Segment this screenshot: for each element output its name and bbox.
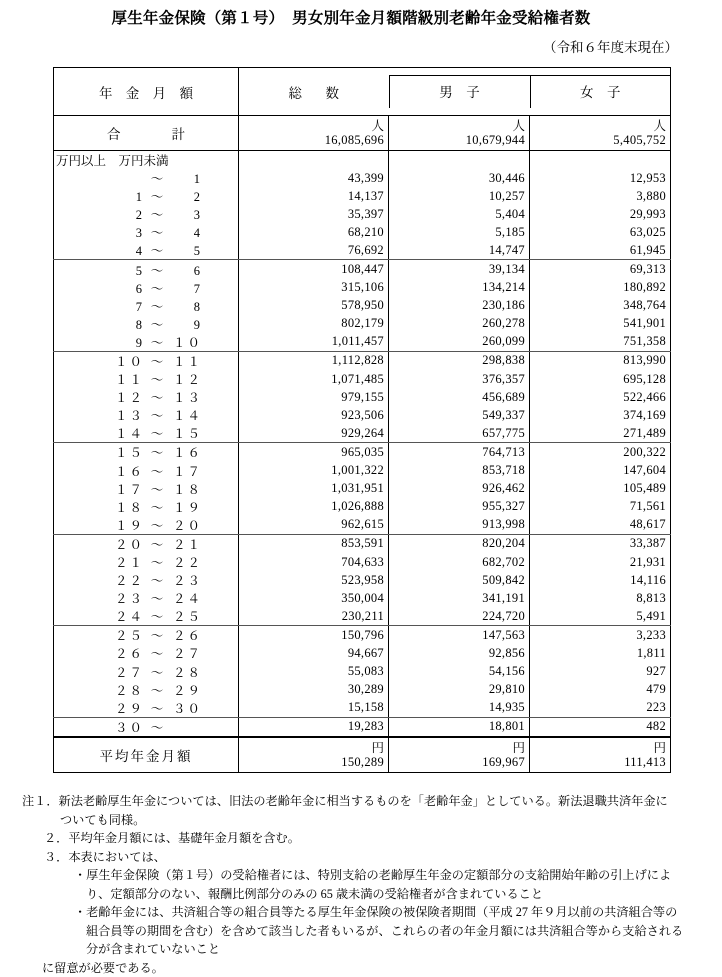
range-upper: 9 [170, 318, 202, 333]
range-upper: １０ [170, 333, 202, 351]
table-row [54, 681, 671, 699]
row-female-value: 223 [530, 699, 671, 718]
row-female-value: 1,811 [530, 644, 671, 662]
range-upper: ２９ [170, 681, 202, 699]
table-row [54, 553, 671, 571]
table-row [54, 607, 671, 626]
range-upper: １４ [170, 406, 202, 424]
range-tilde: 〜 [144, 187, 170, 205]
row-total-value: 35,397 [239, 205, 389, 223]
row-male-value: 260,099 [389, 333, 530, 352]
row-range-cell [54, 553, 239, 571]
row-total-value: 704,633 [239, 553, 389, 571]
table-row [54, 589, 671, 607]
range-lower: １６ [114, 462, 144, 480]
range-tilde: 〜 [144, 297, 170, 315]
row-range-cell [54, 644, 239, 662]
row-range-cell [54, 315, 239, 333]
row-range-cell [54, 516, 239, 535]
footnote-line: ・老齢年金には、共済組合等の組合員等たる厚生年金保険の被保険者期間（平成 27 年９月以前の共済組合等の [22, 903, 708, 922]
footnote-line: り、定額部分のない、報酬比例部分のみの 65 歳未満の受給権者が含まれていること [22, 885, 708, 904]
range-upper: 7 [170, 282, 202, 297]
row-range-cell [54, 406, 239, 424]
range-upper: 2 [170, 190, 202, 205]
range-tilde: 〜 [144, 241, 170, 259]
range-lower: ２３ [114, 589, 144, 607]
row-female-value: 180,892 [530, 279, 671, 297]
row-male-value: 39,134 [389, 260, 530, 279]
row-male-value: 230,186 [389, 297, 530, 315]
range-upper: 5 [170, 244, 202, 259]
average-row-total-cell [239, 737, 389, 773]
unit-label-male: 人 [389, 119, 525, 133]
table-row [54, 516, 671, 535]
row-total-value: 1,071,485 [239, 370, 389, 388]
row-range-cell [54, 169, 239, 187]
range-upper: ２７ [170, 644, 202, 662]
row-range-cell [54, 571, 239, 589]
range-lower: １８ [114, 498, 144, 516]
range-lower: 9 [114, 336, 144, 351]
footnote-line: ２．平均年金月額には、基礎年金月額を含む。 [22, 829, 708, 848]
range-lower: 5 [114, 264, 144, 279]
range-upper: ２２ [170, 553, 202, 571]
row-female-value: 200,322 [530, 443, 671, 462]
range-lower: 8 [114, 318, 144, 333]
row-total-value: 962,615 [239, 516, 389, 535]
average-row-female-cell [530, 737, 671, 773]
range-subheader-label: 万円以上 万円未満 [54, 151, 239, 170]
row-female-value: 541,901 [530, 315, 671, 333]
row-female-value: 105,489 [530, 480, 671, 498]
table-row [54, 241, 671, 260]
range-upper: ２８ [170, 663, 202, 681]
table-row [54, 498, 671, 516]
total-row-female-value: 5,405,752 [530, 133, 666, 147]
range-upper: １９ [170, 498, 202, 516]
table-row [54, 699, 671, 718]
range-lower: １２ [114, 388, 144, 406]
range-lower: ２７ [114, 663, 144, 681]
row-range-cell [54, 388, 239, 406]
footnote-line: ・厚生年金保険（第１号）の受給権者には、特別支給の老齢厚生年金の定額部分の支給開始年齢の引上げによ [22, 866, 708, 885]
table-row [54, 223, 671, 241]
row-total-value: 15,158 [239, 699, 389, 718]
row-female-value: 29,993 [530, 205, 671, 223]
total-row-male-value: 10,679,944 [389, 133, 525, 147]
range-tilde: 〜 [144, 626, 170, 644]
header-cell-female [530, 68, 671, 116]
row-female-value: 751,358 [530, 333, 671, 352]
range-tilde: 〜 [144, 681, 170, 699]
range-subheader-blank-total [239, 151, 389, 170]
row-female-value: 147,604 [530, 462, 671, 480]
row-male-value: 853,718 [389, 462, 530, 480]
average-row-label: 平均年金月額 [100, 749, 193, 764]
header-cell-total [239, 68, 389, 116]
row-female-value: 71,561 [530, 498, 671, 516]
row-male-value: 913,998 [389, 516, 530, 535]
row-male-value: 376,357 [389, 370, 530, 388]
row-female-value: 33,387 [530, 534, 671, 553]
row-female-value: 69,313 [530, 260, 671, 279]
range-lower: ２０ [114, 535, 144, 553]
row-male-value: 5,185 [389, 223, 530, 241]
footnote-line: 分が含まれていないこと [22, 940, 708, 959]
total-row-label: 合 計 [99, 127, 193, 142]
row-male-value: 54,156 [389, 663, 530, 681]
row-range-cell [54, 279, 239, 297]
row-male-value: 134,214 [389, 279, 530, 297]
row-total-value: 14,137 [239, 187, 389, 205]
range-upper: ２５ [170, 607, 202, 625]
row-total-value: 55,083 [239, 663, 389, 681]
header-label-female: 女 子 [530, 75, 671, 108]
range-tilde: 〜 [144, 279, 170, 297]
header-label-male: 男 子 [389, 75, 530, 108]
average-row-label-cell [54, 737, 239, 773]
range-tilde: 〜 [144, 370, 170, 388]
range-upper: 3 [170, 208, 202, 223]
range-upper: ２０ [170, 516, 202, 534]
range-tilde: 〜 [144, 589, 170, 607]
row-range-cell [54, 333, 239, 352]
range-lower: ３０ [114, 718, 144, 736]
range-upper: 8 [170, 300, 202, 315]
table-row [54, 370, 671, 388]
row-total-value: 979,155 [239, 388, 389, 406]
row-total-value: 68,210 [239, 223, 389, 241]
row-range-cell [54, 717, 239, 737]
row-male-value: 10,257 [389, 187, 530, 205]
row-male-value: 341,191 [389, 589, 530, 607]
row-total-value: 30,289 [239, 681, 389, 699]
range-tilde: 〜 [144, 169, 170, 187]
row-total-value: 929,264 [239, 424, 389, 443]
range-lower: ２１ [114, 553, 144, 571]
range-tilde: 〜 [144, 352, 170, 370]
average-row [54, 737, 671, 773]
row-total-value: 1,001,322 [239, 462, 389, 480]
range-lower: １３ [114, 406, 144, 424]
range-upper: ２１ [170, 535, 202, 553]
range-tilde: 〜 [144, 223, 170, 241]
footnote-line: 注１．新法老齢厚生年金については、旧法の老齢年金に相当するものを「老齢年金」としている。新法退職共済年金に [22, 792, 708, 811]
row-total-value: 76,692 [239, 241, 389, 260]
table-row [54, 297, 671, 315]
table-row [54, 663, 671, 681]
range-tilde: 〜 [144, 718, 170, 736]
footnote-line: 組合員等の期間を含む）を含めて該当した者もいるが、これらの者の年金月額には共済組合等から支給される [22, 922, 708, 941]
row-total-value: 230,211 [239, 607, 389, 626]
range-tilde: 〜 [144, 333, 170, 351]
range-lower: 7 [114, 300, 144, 315]
pension-table-container [53, 67, 670, 773]
row-range-cell [54, 205, 239, 223]
row-range-cell [54, 297, 239, 315]
table-row [54, 462, 671, 480]
row-range-cell [54, 223, 239, 241]
row-total-value: 1,112,828 [239, 351, 389, 370]
range-subheader-blank-female [530, 151, 671, 170]
range-upper: １７ [170, 462, 202, 480]
row-male-value: 764,713 [389, 443, 530, 462]
row-female-value: 3,233 [530, 626, 671, 645]
row-male-value: 682,702 [389, 553, 530, 571]
pension-table [53, 67, 671, 773]
range-tilde: 〜 [144, 644, 170, 662]
average-row-total-value: 150,289 [239, 755, 384, 769]
range-lower: １０ [114, 352, 144, 370]
range-lower: ２６ [114, 644, 144, 662]
row-female-value: 61,945 [530, 241, 671, 260]
average-row-male-value: 169,967 [389, 755, 525, 769]
range-tilde: 〜 [144, 443, 170, 461]
range-tilde: 〜 [144, 480, 170, 498]
row-female-value: 927 [530, 663, 671, 681]
row-range-cell [54, 187, 239, 205]
range-lower: ２８ [114, 681, 144, 699]
table-row [54, 626, 671, 645]
range-upper: １３ [170, 388, 202, 406]
header-label-range: 年 金 月 額 [94, 82, 198, 102]
row-female-value: 522,466 [530, 388, 671, 406]
range-tilde: 〜 [144, 261, 170, 279]
row-total-value: 578,950 [239, 297, 389, 315]
row-male-value: 820,204 [389, 534, 530, 553]
table-row [54, 315, 671, 333]
range-lower: 3 [114, 226, 144, 241]
row-range-cell [54, 699, 239, 718]
row-range-cell [54, 626, 239, 645]
page-subtitle: （令和６年度末現在） [0, 39, 722, 57]
table-row [54, 571, 671, 589]
row-female-value: 271,489 [530, 424, 671, 443]
row-female-value: 63,025 [530, 223, 671, 241]
footnote-line: ついても同様。 [22, 811, 708, 830]
table-row [54, 424, 671, 443]
footnotes [22, 792, 708, 977]
row-female-value: 14,116 [530, 571, 671, 589]
table-row [54, 205, 671, 223]
row-total-value: 523,958 [239, 571, 389, 589]
total-row-male-cell [389, 116, 530, 151]
range-lower: １４ [114, 424, 144, 442]
range-lower: １１ [114, 370, 144, 388]
row-female-value: 12,953 [530, 169, 671, 187]
row-female-value: 3,880 [530, 187, 671, 205]
range-tilde: 〜 [144, 516, 170, 534]
page-title: 厚生年金保険（第１号） 男女別年金月額階級別老齢年金受給権者数 [0, 9, 722, 29]
table-row [54, 534, 671, 553]
range-tilde: 〜 [144, 406, 170, 424]
row-range-cell [54, 351, 239, 370]
range-lower: ２５ [114, 626, 144, 644]
table-row [54, 333, 671, 352]
avg-unit-male: 円 [389, 741, 525, 755]
row-total-value: 315,106 [239, 279, 389, 297]
row-male-value: 30,446 [389, 169, 530, 187]
row-total-value: 150,796 [239, 626, 389, 645]
row-male-value: 92,856 [389, 644, 530, 662]
range-upper: ２３ [170, 571, 202, 589]
range-upper: １５ [170, 424, 202, 442]
header-label-total: 総 数 [284, 82, 345, 102]
row-female-value: 21,931 [530, 553, 671, 571]
total-row [54, 116, 671, 151]
table-row [54, 187, 671, 205]
range-lower: 6 [114, 282, 144, 297]
range-lower: ２４ [114, 607, 144, 625]
row-range-cell [54, 370, 239, 388]
range-upper: ２４ [170, 589, 202, 607]
row-male-value: 456,689 [389, 388, 530, 406]
average-row-female-value: 111,413 [530, 755, 666, 769]
range-upper: １２ [170, 370, 202, 388]
range-tilde: 〜 [144, 571, 170, 589]
range-lower: １５ [114, 443, 144, 461]
row-range-cell [54, 607, 239, 626]
table-row [54, 260, 671, 279]
row-total-value: 965,035 [239, 443, 389, 462]
row-male-value: 926,462 [389, 480, 530, 498]
row-male-value: 549,337 [389, 406, 530, 424]
header-cell-male [389, 68, 530, 116]
total-row-total-value: 16,085,696 [239, 133, 384, 147]
table-row [54, 644, 671, 662]
row-female-value: 48,617 [530, 516, 671, 535]
row-range-cell [54, 260, 239, 279]
range-upper: 4 [170, 226, 202, 241]
row-range-cell [54, 681, 239, 699]
table-row [54, 443, 671, 462]
row-female-value: 374,169 [530, 406, 671, 424]
range-subheader-blank-male [389, 151, 530, 170]
row-male-value: 5,404 [389, 205, 530, 223]
range-upper: ３０ [170, 699, 202, 717]
range-lower: １９ [114, 516, 144, 534]
row-male-value: 14,747 [389, 241, 530, 260]
table-header-row [54, 68, 671, 116]
row-range-cell [54, 424, 239, 443]
range-upper: 1 [170, 172, 202, 187]
row-total-value: 43,399 [239, 169, 389, 187]
range-tilde: 〜 [144, 424, 170, 442]
table-row [54, 388, 671, 406]
range-tilde: 〜 [144, 535, 170, 553]
header-cell-range [54, 68, 239, 116]
footnote-line: に留意が必要である。 [22, 959, 708, 977]
avg-unit-female: 円 [530, 741, 666, 755]
range-lower: ２２ [114, 571, 144, 589]
row-total-value: 1,011,457 [239, 333, 389, 352]
row-male-value: 29,810 [389, 681, 530, 699]
range-tilde: 〜 [144, 553, 170, 571]
row-total-value: 19,283 [239, 717, 389, 737]
table-row [54, 351, 671, 370]
range-upper: ２６ [170, 626, 202, 644]
total-row-female-cell [530, 116, 671, 151]
row-range-cell [54, 534, 239, 553]
row-female-value: 8,813 [530, 589, 671, 607]
range-tilde: 〜 [144, 607, 170, 625]
table-row [54, 717, 671, 737]
row-total-value: 108,447 [239, 260, 389, 279]
row-female-value: 348,764 [530, 297, 671, 315]
row-male-value: 509,842 [389, 571, 530, 589]
row-male-value: 18,801 [389, 717, 530, 737]
unit-label-female: 人 [530, 119, 666, 133]
row-total-value: 1,031,951 [239, 480, 389, 498]
range-upper: １１ [170, 352, 202, 370]
average-row-male-cell [389, 737, 530, 773]
row-male-value: 14,935 [389, 699, 530, 718]
row-total-value: 1,026,888 [239, 498, 389, 516]
row-female-value: 813,990 [530, 351, 671, 370]
row-total-value: 802,179 [239, 315, 389, 333]
range-tilde: 〜 [144, 699, 170, 717]
range-tilde: 〜 [144, 462, 170, 480]
row-range-cell [54, 443, 239, 462]
row-total-value: 94,667 [239, 644, 389, 662]
row-range-cell [54, 498, 239, 516]
row-total-value: 350,004 [239, 589, 389, 607]
row-male-value: 224,720 [389, 607, 530, 626]
range-tilde: 〜 [144, 388, 170, 406]
row-total-value: 923,506 [239, 406, 389, 424]
table-row [54, 279, 671, 297]
row-range-cell [54, 589, 239, 607]
row-male-value: 147,563 [389, 626, 530, 645]
row-male-value: 298,838 [389, 351, 530, 370]
range-lower: 1 [114, 190, 144, 205]
row-female-value: 5,491 [530, 607, 671, 626]
row-range-cell [54, 462, 239, 480]
range-upper: １８ [170, 480, 202, 498]
row-female-value: 482 [530, 717, 671, 737]
avg-unit-total: 円 [239, 741, 384, 755]
row-male-value: 955,327 [389, 498, 530, 516]
range-lower: 2 [114, 208, 144, 223]
row-range-cell [54, 663, 239, 681]
table-row [54, 480, 671, 498]
row-male-value: 260,278 [389, 315, 530, 333]
range-tilde: 〜 [144, 663, 170, 681]
total-row-label-cell [54, 116, 239, 151]
range-tilde: 〜 [144, 205, 170, 223]
range-subheader-row [54, 151, 671, 170]
table-row [54, 406, 671, 424]
range-upper: 6 [170, 264, 202, 279]
unit-label-total: 人 [239, 119, 384, 133]
row-female-value: 695,128 [530, 370, 671, 388]
total-row-total-cell [239, 116, 389, 151]
footnote-line: ３．本表においては、 [22, 848, 708, 867]
row-range-cell [54, 480, 239, 498]
row-total-value: 853,591 [239, 534, 389, 553]
range-lower: 4 [114, 244, 144, 259]
row-female-value: 479 [530, 681, 671, 699]
row-range-cell [54, 241, 239, 260]
range-tilde: 〜 [144, 315, 170, 333]
range-upper: １６ [170, 443, 202, 461]
range-lower: １７ [114, 480, 144, 498]
range-tilde: 〜 [144, 498, 170, 516]
row-male-value: 657,775 [389, 424, 530, 443]
table-row [54, 169, 671, 187]
range-lower: ２９ [114, 699, 144, 717]
